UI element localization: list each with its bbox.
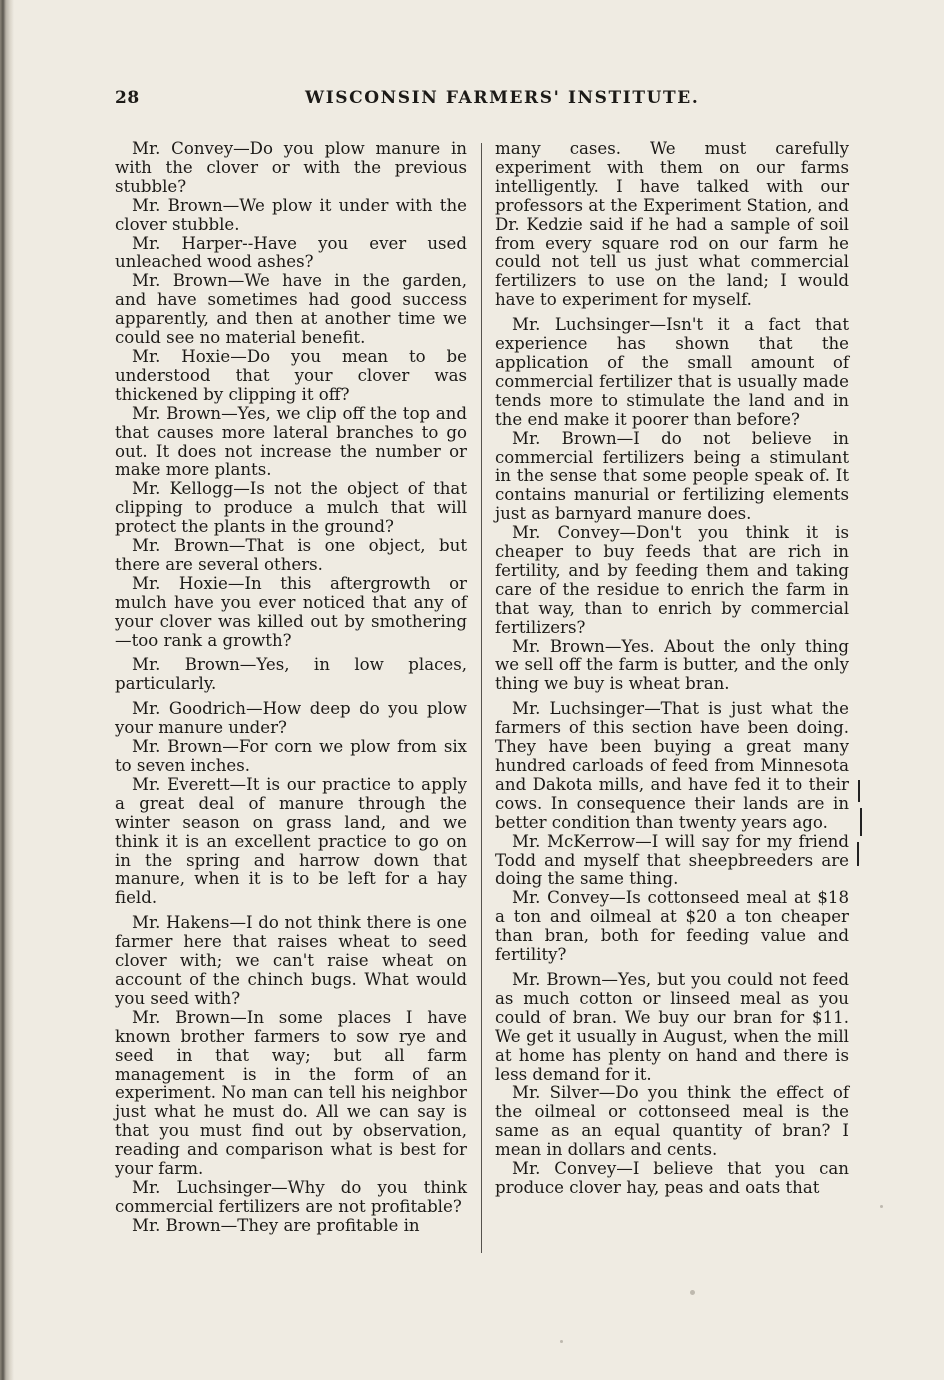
paragraph: Mr. Hoxie—In this aftergrowth or mulch have you ever noticed that any of your clover was killed out by smothering—too rank a growth? [115, 573, 467, 650]
paragraph: Mr. Convey—Do you plow manure in with the clover or with the previous stubble? [115, 139, 467, 196]
left-column [115, 140, 467, 1236]
paragraph: Mr. Luchsinger—That is just what the farmers of this section have been doing. They have been buying a great many hundred carloads of feed from Minnesota and Dakota mills, and have fed it to their cows. In consequence their lands are in better condition than twenty years ago. [495, 699, 849, 832]
running-head: WISCONSIN FARMERS' INSTITUTE. [305, 88, 700, 108]
paragraph: Mr. Everett—It is our practice to apply a great deal of manure through the winter season on grass land, and we think it is an excellent practice to go on in the spring and harrow down that manure, when it is to be left for a hay field. [115, 774, 467, 908]
paragraph: Mr. Brown—Yes. About the only thing we sell off the farm is butter, and the only thing we buy is wheat bran. [495, 636, 849, 694]
page-number: 28 [115, 88, 140, 108]
paragraph: Mr. Brown—For corn we plow from six to seven inches. [115, 737, 467, 775]
right-column [495, 140, 849, 1198]
paragraph: Mr. Convey—Don't you think it is cheaper to buy feeds that are rich in fertility, and by feeding them and taking care of the residue to enrich the farm in that way, than to enrich by commercial fertilizers? [495, 523, 849, 637]
paragraph: Mr. Brown—Yes, we clip off the top and that causes more lateral branches to go out. It does not increase the number or make more plants. [115, 403, 467, 480]
paragraph: Mr. Brown—They are profitable in [132, 1215, 420, 1235]
paragraph: Mr. Brown—I do not believe in commercial fertilizers being a stimulant in the sense that some people speak of. It contains manurial or fertilizing elements just as barnyard manure does. [495, 428, 849, 524]
margin-pencil-mark [858, 780, 860, 802]
paragraph: Mr. Silver—Do you think the effect of the oilmeal or cottonseed meal is the same as an equal quantity of bran? I mean in dollars and cents. [495, 1083, 849, 1160]
paper-speck [690, 1290, 695, 1295]
paragraph: Mr. Hoxie—Do you mean to be understood that your clover was thickened by clipping it off? [115, 346, 467, 404]
margin-pencil-mark [857, 842, 859, 866]
paragraph: Mr. Convey—Is cottonseed meal at $18 a ton and oilmeal at $20 a ton cheaper than bran, both for feeding value and fertility? [495, 888, 849, 965]
paragraph: Mr. Luchsinger—Isn't it a fact that experience has shown that the application of the small amount of commercial fertilizer that is usually made tends more to stimulate the land and in the end make it poorer than before? [495, 315, 849, 429]
paragraph: Mr. Brown—We plow it under with the clover stubble. [115, 195, 467, 234]
page-binding-edge [0, 0, 14, 1380]
margin-pencil-mark [860, 808, 862, 836]
paragraph: Mr. Brown—Yes, in low places, particularly. [115, 655, 467, 694]
paragraph: Mr. Harper--Have you ever used unleached wood ashes? [115, 233, 467, 272]
column-divider [481, 143, 482, 1253]
paragraph: Mr. Brown—Yes, but you could not feed as much cotton or linseed meal as you could of bran. We buy our bran for $11. We get it usually in August, when the mill at home has plenty on hand and there is less demand for it. [495, 969, 849, 1084]
paragraph: Mr. Brown—In some places I have known brother farmers to sow rye and seed in that way; but all farm management is in the form of an experiment. No man can tell his neighbor just what he must do. All we can say is that you must find out by observation, reading and comparison what is best for your farm. [115, 1007, 467, 1179]
paragraph-continued: many cases. We must carefully experiment with them on our farms intelligently. I have talked with our professors at the Experiment Station, and Dr. Kedzie said if he had a sample of soil from every square rod on our farm he could not tell us just what commercial fertilizers to use on the land; I would have to experiment for myself. [495, 139, 849, 310]
paragraph: Mr. McKerrow—I will say for my friend Todd and myself that sheepbreeders are doing the same thing. [495, 831, 849, 889]
paragraph: Mr. Brown—We have in the garden, and have sometimes had good success apparently, and then at another time we could see no material benefit. [115, 271, 467, 348]
paragraph: Mr. Convey—I believe that you can produce clover hay, peas and oats that [495, 1159, 849, 1197]
paragraph: Mr. Hakens—I do not think there is one farmer here that raises wheat to seed clover with; we can't raise wheat on account of the chinch bugs. What would you seed with? [115, 913, 467, 1008]
paper-speck [880, 1205, 883, 1208]
paper-speck [560, 1340, 563, 1343]
page-header [115, 88, 850, 118]
paragraph: Mr. Kellogg—Is not the object of that clipping to produce a mulch that will protect the plants in the ground? [115, 479, 467, 537]
paragraph: Mr. Luchsinger—Why do you think commercial fertilizers are not profitable? [115, 1177, 467, 1216]
paragraph: Mr. Goodrich—How deep do you plow your manure under? [115, 699, 467, 738]
paragraph: Mr. Brown—That is one object, but there are several others. [115, 536, 467, 574]
